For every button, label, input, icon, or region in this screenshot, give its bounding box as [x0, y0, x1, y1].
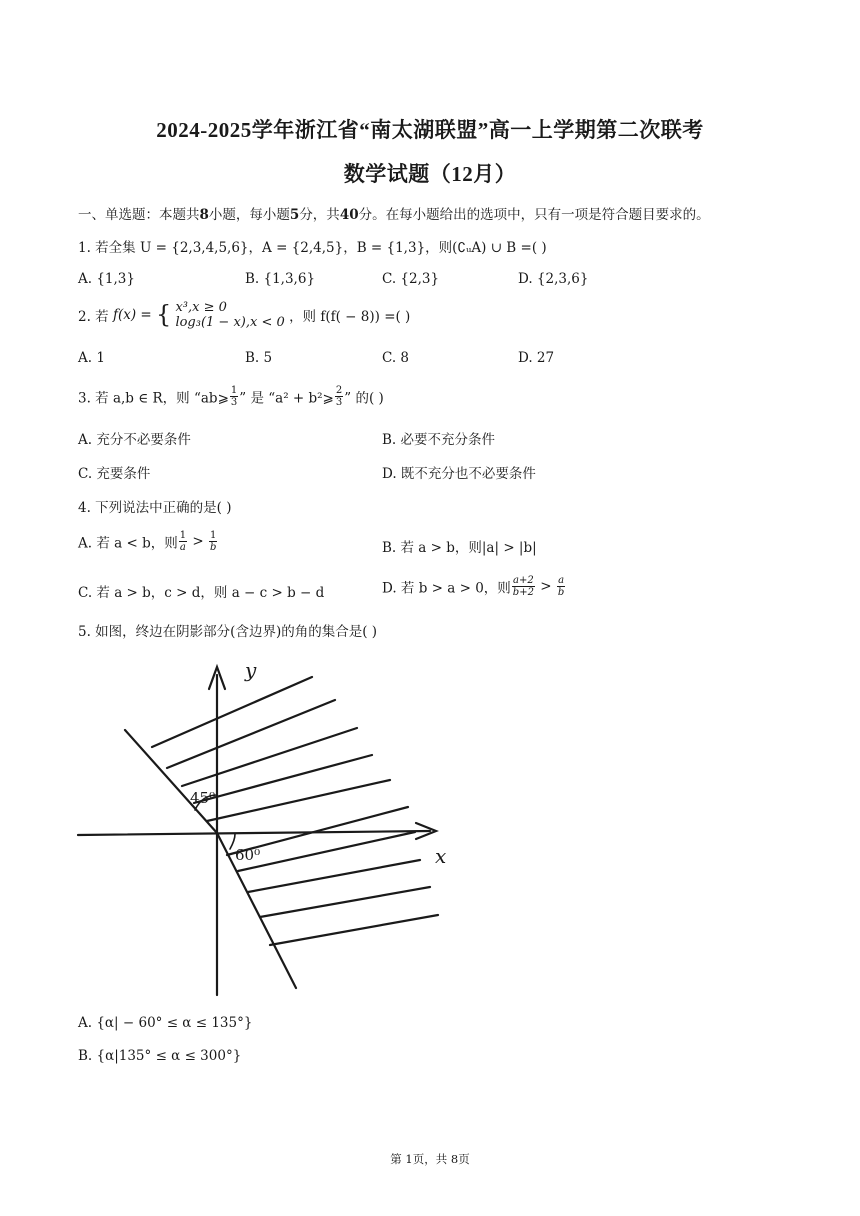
q4-d-pre: D. 若 b > a > 0，则: [382, 580, 511, 597]
q4-a-frac-1-num: 1: [179, 530, 187, 541]
q4-option-d: [382, 575, 566, 598]
q4-option-b: B. 若 a > b，则|a| > |b|: [382, 540, 537, 556]
q3-stem-pre: 3. 若 a,b ∈ R，则 “ab⩾: [78, 390, 229, 407]
question-4-stem: 4. 下列说法中正确的是( ): [78, 500, 232, 516]
q4-option-a: [78, 530, 218, 553]
q4-d-frac-1-den: b+2: [512, 587, 534, 598]
q2-option-c: C. 8: [382, 350, 410, 366]
q4-d-frac-2-num: a: [558, 575, 565, 586]
question-count: 8: [199, 207, 209, 223]
q3-frac-1-num: 1: [230, 385, 238, 396]
q4-d-frac-1-num: a+2: [513, 575, 534, 586]
angle-label-60: 60⁰: [235, 846, 261, 864]
q5-option-b: B. {α|135° ≤ α ≤ 300°}: [78, 1048, 242, 1064]
q2-stem-post: ，则 f(f( − 8)) =( ): [289, 309, 411, 325]
q3-frac-1: [230, 385, 238, 408]
q1-option-b: B. {1,3,6}: [245, 271, 316, 287]
q2-option-d: D. 27: [518, 350, 555, 366]
question-2-stem: [78, 300, 410, 330]
q3-frac-2-den: 3: [335, 397, 343, 408]
q4-d-frac-1: [512, 575, 535, 598]
q4-a-frac-2: [209, 530, 217, 553]
q2-case-2: log₃(1 − x),x < 0: [175, 315, 285, 330]
q3-stem-mid: ” 是 “a² + b²⩾: [239, 390, 334, 407]
y-axis-label: y: [245, 658, 257, 682]
x-axis: [78, 831, 430, 835]
q3-option-a: A. 充分不必要条件: [78, 432, 191, 448]
x-axis-label: x: [435, 844, 447, 868]
page-title: 2024-2025学年浙江省“南太湖联盟”高一上学期第二次联考: [156, 118, 704, 142]
q4-a-frac-1: [179, 530, 187, 553]
q5-option-a: A. {α| − 60° ≤ α ≤ 135°}: [78, 1015, 253, 1031]
q3-frac-2-num: 2: [335, 385, 343, 396]
q3-stem-post: ” 的( ): [344, 390, 384, 407]
q2-case-1: x³,x ≥ 0: [175, 300, 227, 315]
q1-option-a: A. {1,3}: [78, 271, 135, 287]
q4-a-frac-2-num: 1: [210, 530, 217, 541]
q4-d-frac-2-den: b: [557, 587, 565, 598]
q4-a-pre: A. 若 a < b，则: [78, 535, 178, 552]
q2-func: f(x) =: [112, 307, 152, 323]
q3-option-c: C. 充要条件: [78, 466, 151, 482]
page-subtitle: 数学试题（12月）: [343, 162, 517, 186]
question-5-stem: 5. 如图，终边在阴影部分(含边界)的角的集合是( ): [78, 624, 378, 640]
question-3-stem: [78, 385, 384, 408]
q1-option-d: D. {2,3,6}: [518, 271, 589, 287]
angle-figure: [70, 655, 460, 1000]
q3-option-d: D. 既不充分也不必要条件: [382, 466, 536, 482]
q4-a-gt: >: [188, 533, 208, 550]
points-each: 5: [289, 207, 300, 223]
section-label-pre: 一、单选题：本题共: [78, 207, 200, 223]
page-footer: 第 1页，共 8页: [390, 1152, 470, 1166]
q4-a-frac-2-den: b: [210, 542, 217, 553]
section-label-mid1: 小题，每小题: [208, 207, 290, 223]
q2-stem-pre: 2. 若: [78, 309, 109, 325]
q4-option-c: C. 若 a > b，c > d，则 a − c > b − d: [78, 585, 325, 601]
q3-option-b: B. 必要不充分条件: [382, 432, 496, 448]
q3-frac-1-den: 3: [230, 397, 238, 408]
q4-d-gt: >: [535, 578, 556, 595]
q2-piecewise: { x³,x ≥ 0 log₃(1 − x),x < 0: [156, 300, 285, 330]
question-1-stem: 1. 若全集 U = {2,3,4,5,6}，A = {2,4,5}，B = {1,3}，则(∁ᵤA) ∪ B =( ): [78, 240, 547, 256]
q1-option-c: C. {2,3}: [382, 271, 440, 287]
q4-d-frac-2: [557, 575, 565, 598]
section-label-post: 分。在每小题给出的选项中，只有一项是符合题目要求的。: [358, 207, 710, 223]
q2-option-a: A. 1: [78, 350, 105, 366]
q4-a-frac-1-den: a: [179, 542, 186, 553]
q3-frac-2: [335, 385, 343, 408]
angle-label-45: 45⁰: [190, 789, 216, 807]
section-label-mid2: 分，共: [299, 207, 340, 223]
points-total: 40: [339, 207, 359, 223]
boundary-line-upper: [125, 730, 217, 833]
q2-option-b: B. 5: [245, 350, 273, 366]
shaded-region: [152, 677, 438, 945]
section-header: [78, 203, 710, 223]
